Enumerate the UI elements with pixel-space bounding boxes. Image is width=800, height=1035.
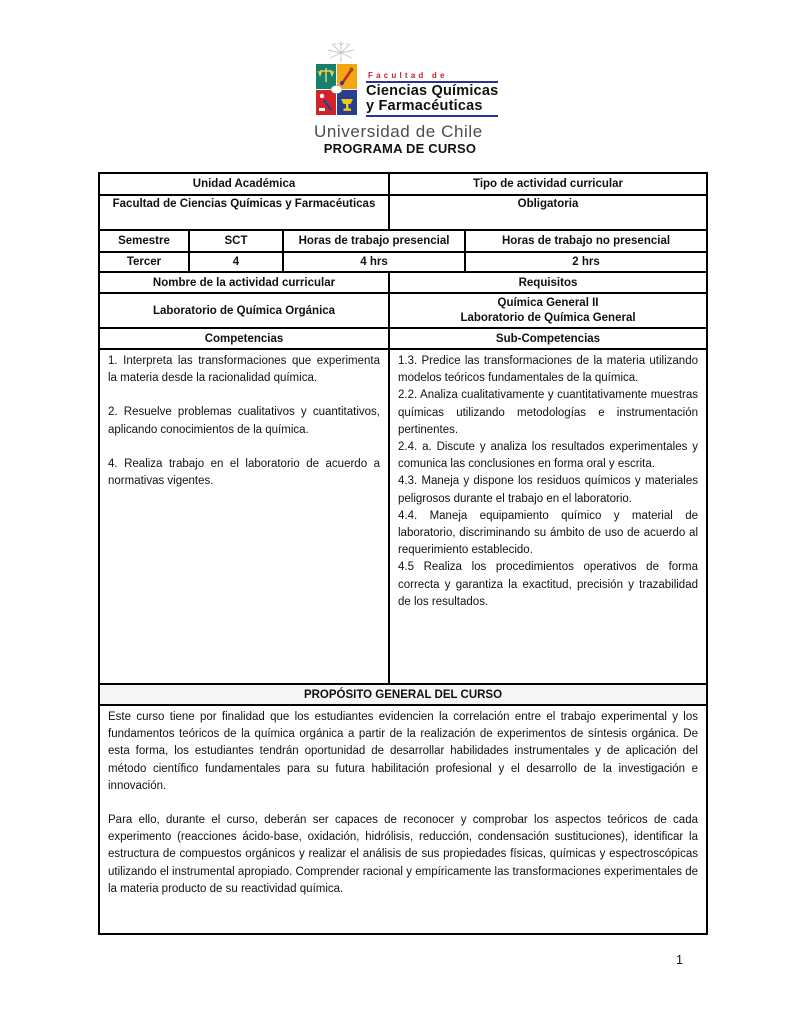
header-horas-presencial: Horas de trabajo presencial [282,231,464,251]
facultad-de-label: Facultad de [368,71,448,80]
table-row-values-1 [100,196,706,231]
table-row-proposito-header [100,685,706,706]
header-competencias: Competencias [204,332,284,345]
table-row-headers-2 [100,231,706,253]
proposito-paragraph-1: Este curso tiene por finalidad que los estudiantes evidencien la correlación entre el trabajo experimental y los fundamentos teóricos de la química orgánica a partir de la realización de experimentos de síntesis orgánica. De esta forma, los estudiantes tendrán oportunidad de desarrollar habilidades instrumentales y de aplicación del método científico fundamentales para su futura habilitación profesional y el desarrollo de la investigación e innovación. [108,711,698,792]
header-tipo-actividad: Tipo de actividad curricular [388,174,706,194]
value-horas-presencial: 4 hrs [282,253,464,271]
header-semestre: Semestre [118,235,170,247]
header-nombre-actividad: Nombre de la actividad curricular [152,276,336,289]
logo-divider-bottom [366,115,498,117]
sub-competencia-item: 4.4. Maneja equipamiento químico y material de laboratorio, discriminando su ámbito de uso de acuerdo al requerimiento establecido. [398,509,698,557]
starburst-icon [328,41,354,62]
faculty-wordmark [366,71,498,120]
page-title: PROGRAMA DE CURSO [323,141,477,156]
value-horas-no-presencial: 2 hrs [464,253,706,271]
sub-competencia-item: 1.3. Predice las transformaciones de la materia utilizando modelos teóricos fundamentales de la química. [398,355,698,385]
value-sct: 4 [188,253,282,271]
value-nombre-actividad: Laboratorio de Química Orgánica [152,304,336,317]
table-row-values-2 [100,253,706,273]
header-sub-competencias: Sub-Competencias [388,329,706,348]
university-logo [314,40,498,142]
table-row-values-3 [100,294,706,329]
sub-competencia-item: 4.3. Maneja y dispone los residuos químicos y materiales peligrosos durante el trabajo en el laboratorio. [398,475,698,505]
requisito-2: Laboratorio de Química General [460,311,636,324]
table-row-headers-3 [100,273,706,294]
faculty-name-line2: y Farmacéuticas [366,98,483,114]
proposito-paragraph-2: Para ello, durante el curso, deberán ser capaces de reconocer y comprobar los aspectos teóricos de cada experimento (reacciones ácido-base, oxidación, hidrólisis, reducción, condensación sustituciones), identificar la estructura de compuestos orgánicos y realizar el análisis de sus propiedades físicas, químicas y espectroscópicas utilizando el instrumental apropiado. Comprender racional y empíricamente las transformaciones experimentales de la materia producto de su reactividad química. [108,814,698,895]
header-unidad-academica: Unidad Académica [192,178,296,190]
course-program-table [98,172,708,935]
value-tipo-actividad: Obligatoria [388,196,706,229]
value-semestre: Tercer [126,256,162,268]
faculty-crest-icon [314,40,362,120]
header-proposito: PROPÓSITO GENERAL DEL CURSO [100,685,706,704]
table-row-headers-1 [100,174,706,196]
competencias-cell [100,350,388,683]
competencia-item: 1. Interpreta las transformaciones que experimenta la materia desde la racionalidad química. [108,355,380,385]
header-horas-no-presencial: Horas de trabajo no presencial [464,231,706,251]
value-unidad-academica: Facultad de Ciencias Químicas y Farmacéuticas [112,198,376,210]
sub-competencias-cell [388,350,706,683]
faculty-name-line1: Ciencias Químicas [366,83,499,99]
sub-competencia-item: 2.2. Analiza cualitativamente y cuantitativamente muestras químicas utilizando metodologías e instrumentación pertinentes. [398,389,698,436]
page-number: 1 [676,953,683,967]
table-row-proposito-body [100,706,706,933]
sub-competencia-item: 4.5 Realiza los procedimientos operativos de forma correcta y garantiza la exactitud, precisión y trazabilidad de los resultados. [398,561,698,608]
value-requisitos [388,294,706,327]
competencia-item: 2. Resuelve problemas cualitativos y cuantitativos, aplicando conocimientos de la química. [108,406,380,436]
proposito-cell [100,706,706,933]
table-row-headers-4 [100,329,706,350]
header-sct: SCT [188,231,282,251]
header-requisitos: Requisitos [388,273,706,292]
requisito-1: Química General II [497,296,599,309]
sub-competencia-item: 2.4. a. Discute y analiza los resultados experimentales y comunica las conclusiones en forma oral y escrita. [398,441,698,471]
university-name: Universidad de Chile [314,122,483,141]
table-row-competencias [100,350,706,685]
competencia-item: 4. Realiza trabajo en el laboratorio de acuerdo a normativas vigentes. [108,457,380,488]
